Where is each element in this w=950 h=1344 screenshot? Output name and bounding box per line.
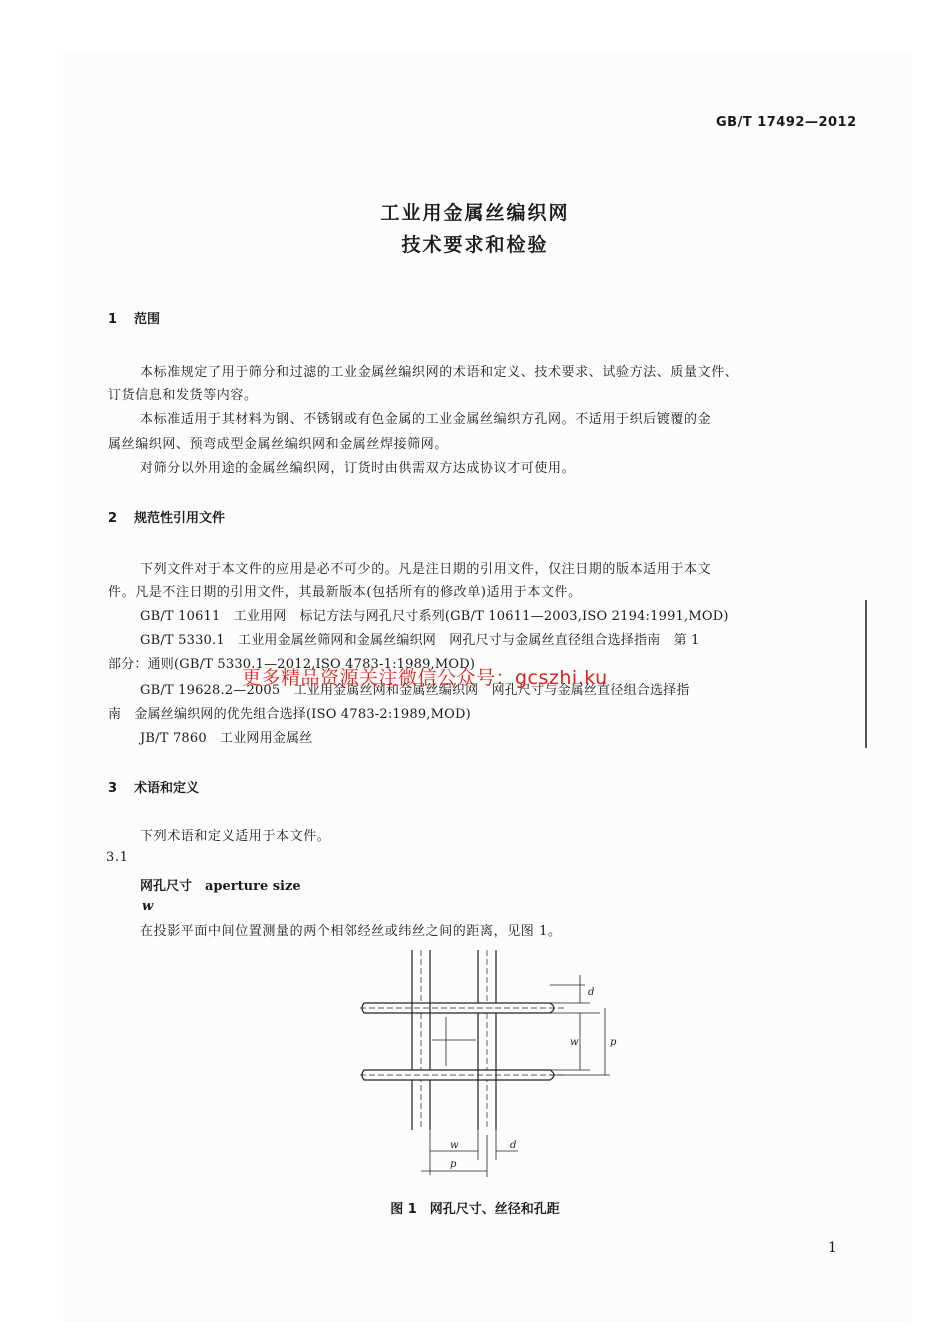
- weft-wire: [360, 1003, 565, 1013]
- warp-wire: [412, 950, 430, 1130]
- section-title: 术语和定义: [134, 781, 200, 796]
- paragraph-line: 下列文件对于本文件的应用是必不可少的。凡是注日期的引用文件，仅注日期的版本适用于本文: [140, 562, 712, 577]
- weft-wire: [360, 1070, 565, 1080]
- reference-line: GB/T 19628.2—2005 工业用金属丝网和金属丝编织网 网孔尺寸与金属丝直径组合选择指: [140, 683, 690, 698]
- pitch-label: p: [450, 1159, 457, 1170]
- change-bar: [865, 600, 867, 748]
- diameter-label: d: [588, 987, 595, 998]
- section-number: 3: [108, 781, 118, 796]
- paragraph-line: 对筛分以外用途的金属丝编织网，订货时由供需双方达成协议才可使用。: [140, 461, 576, 476]
- section-3-heading: [108, 777, 199, 796]
- paragraph-line: 订货信息和发货等内容。: [108, 388, 258, 403]
- term-number: 3.1: [106, 850, 129, 865]
- section-title: 范围: [134, 312, 161, 327]
- diameter-label: d: [510, 1140, 517, 1151]
- section-title: 规范性引用文件: [134, 511, 226, 526]
- warp-wire: [478, 950, 496, 1130]
- paragraph-line: 本标准规定了用于筛分和过滤的工业金属丝编织网的术语和定义、技术要求、试验方法、质量文件、: [140, 365, 739, 380]
- reference-line: JB/T 7860 工业网用金属丝: [140, 731, 313, 746]
- watermark-text: 更多精品资源关注微信公众号：gcszhi.ku: [242, 667, 608, 689]
- standard-number: GB/T 17492—2012: [716, 115, 857, 130]
- term-definition: 在投影平面中间位置测量的两个相邻经丝或纬丝之间的距离，见图 1。: [140, 924, 562, 939]
- reference-line: GB/T 10611 工业用网 标记方法与网孔尺寸系列(GB/T 10611—2003,ISO 2194:1991,MOD): [140, 609, 729, 624]
- aperture-label: w: [570, 1037, 579, 1048]
- pitch-label: p: [610, 1037, 617, 1048]
- reference-line: 部分：通则(GB/T 5330.1—2012,ISO 4783-1:1989,MOD): [108, 657, 476, 672]
- section-1-heading: [108, 308, 160, 327]
- section-number: 1: [108, 312, 118, 327]
- section-2-heading: [108, 507, 225, 526]
- reference-line: 南 金属丝编织网的优先组合选择(ISO 4783-2:1989,MOD): [108, 707, 471, 722]
- document-title-line2: 技术要求和检验: [401, 234, 549, 256]
- reference-line: GB/T 5330.1 工业用金属丝筛网和金属丝编织网 网孔尺寸与金属丝直径组合选择指南 第 1: [140, 633, 700, 648]
- term-name: 网孔尺寸 aperture size: [140, 879, 301, 894]
- paragraph-line: 件。凡是不注日期的引用文件，其最新版本(包括所有的修改单)适用于本文件。: [108, 585, 582, 600]
- document-title-line1: 工业用金属丝编织网: [380, 202, 570, 224]
- figure-caption: 图 1 网孔尺寸、丝径和孔距: [390, 1202, 560, 1217]
- paragraph-line: 本标准适用于其材料为钢、不锈钢或有色金属的工业金属丝编织方孔网。不适用于织后镀覆的金: [140, 412, 712, 427]
- aperture-label: w: [450, 1140, 459, 1151]
- section-number: 2: [108, 511, 118, 526]
- paragraph-line: 属丝编织网、预弯成型金属丝编织网和金属丝焊接筛网。: [108, 437, 449, 452]
- paragraph-line: 下列术语和定义适用于本文件。: [140, 829, 331, 844]
- page-number: 1: [828, 1240, 837, 1256]
- term-symbol: w: [142, 899, 154, 914]
- wire-mesh-figure: [350, 945, 620, 1190]
